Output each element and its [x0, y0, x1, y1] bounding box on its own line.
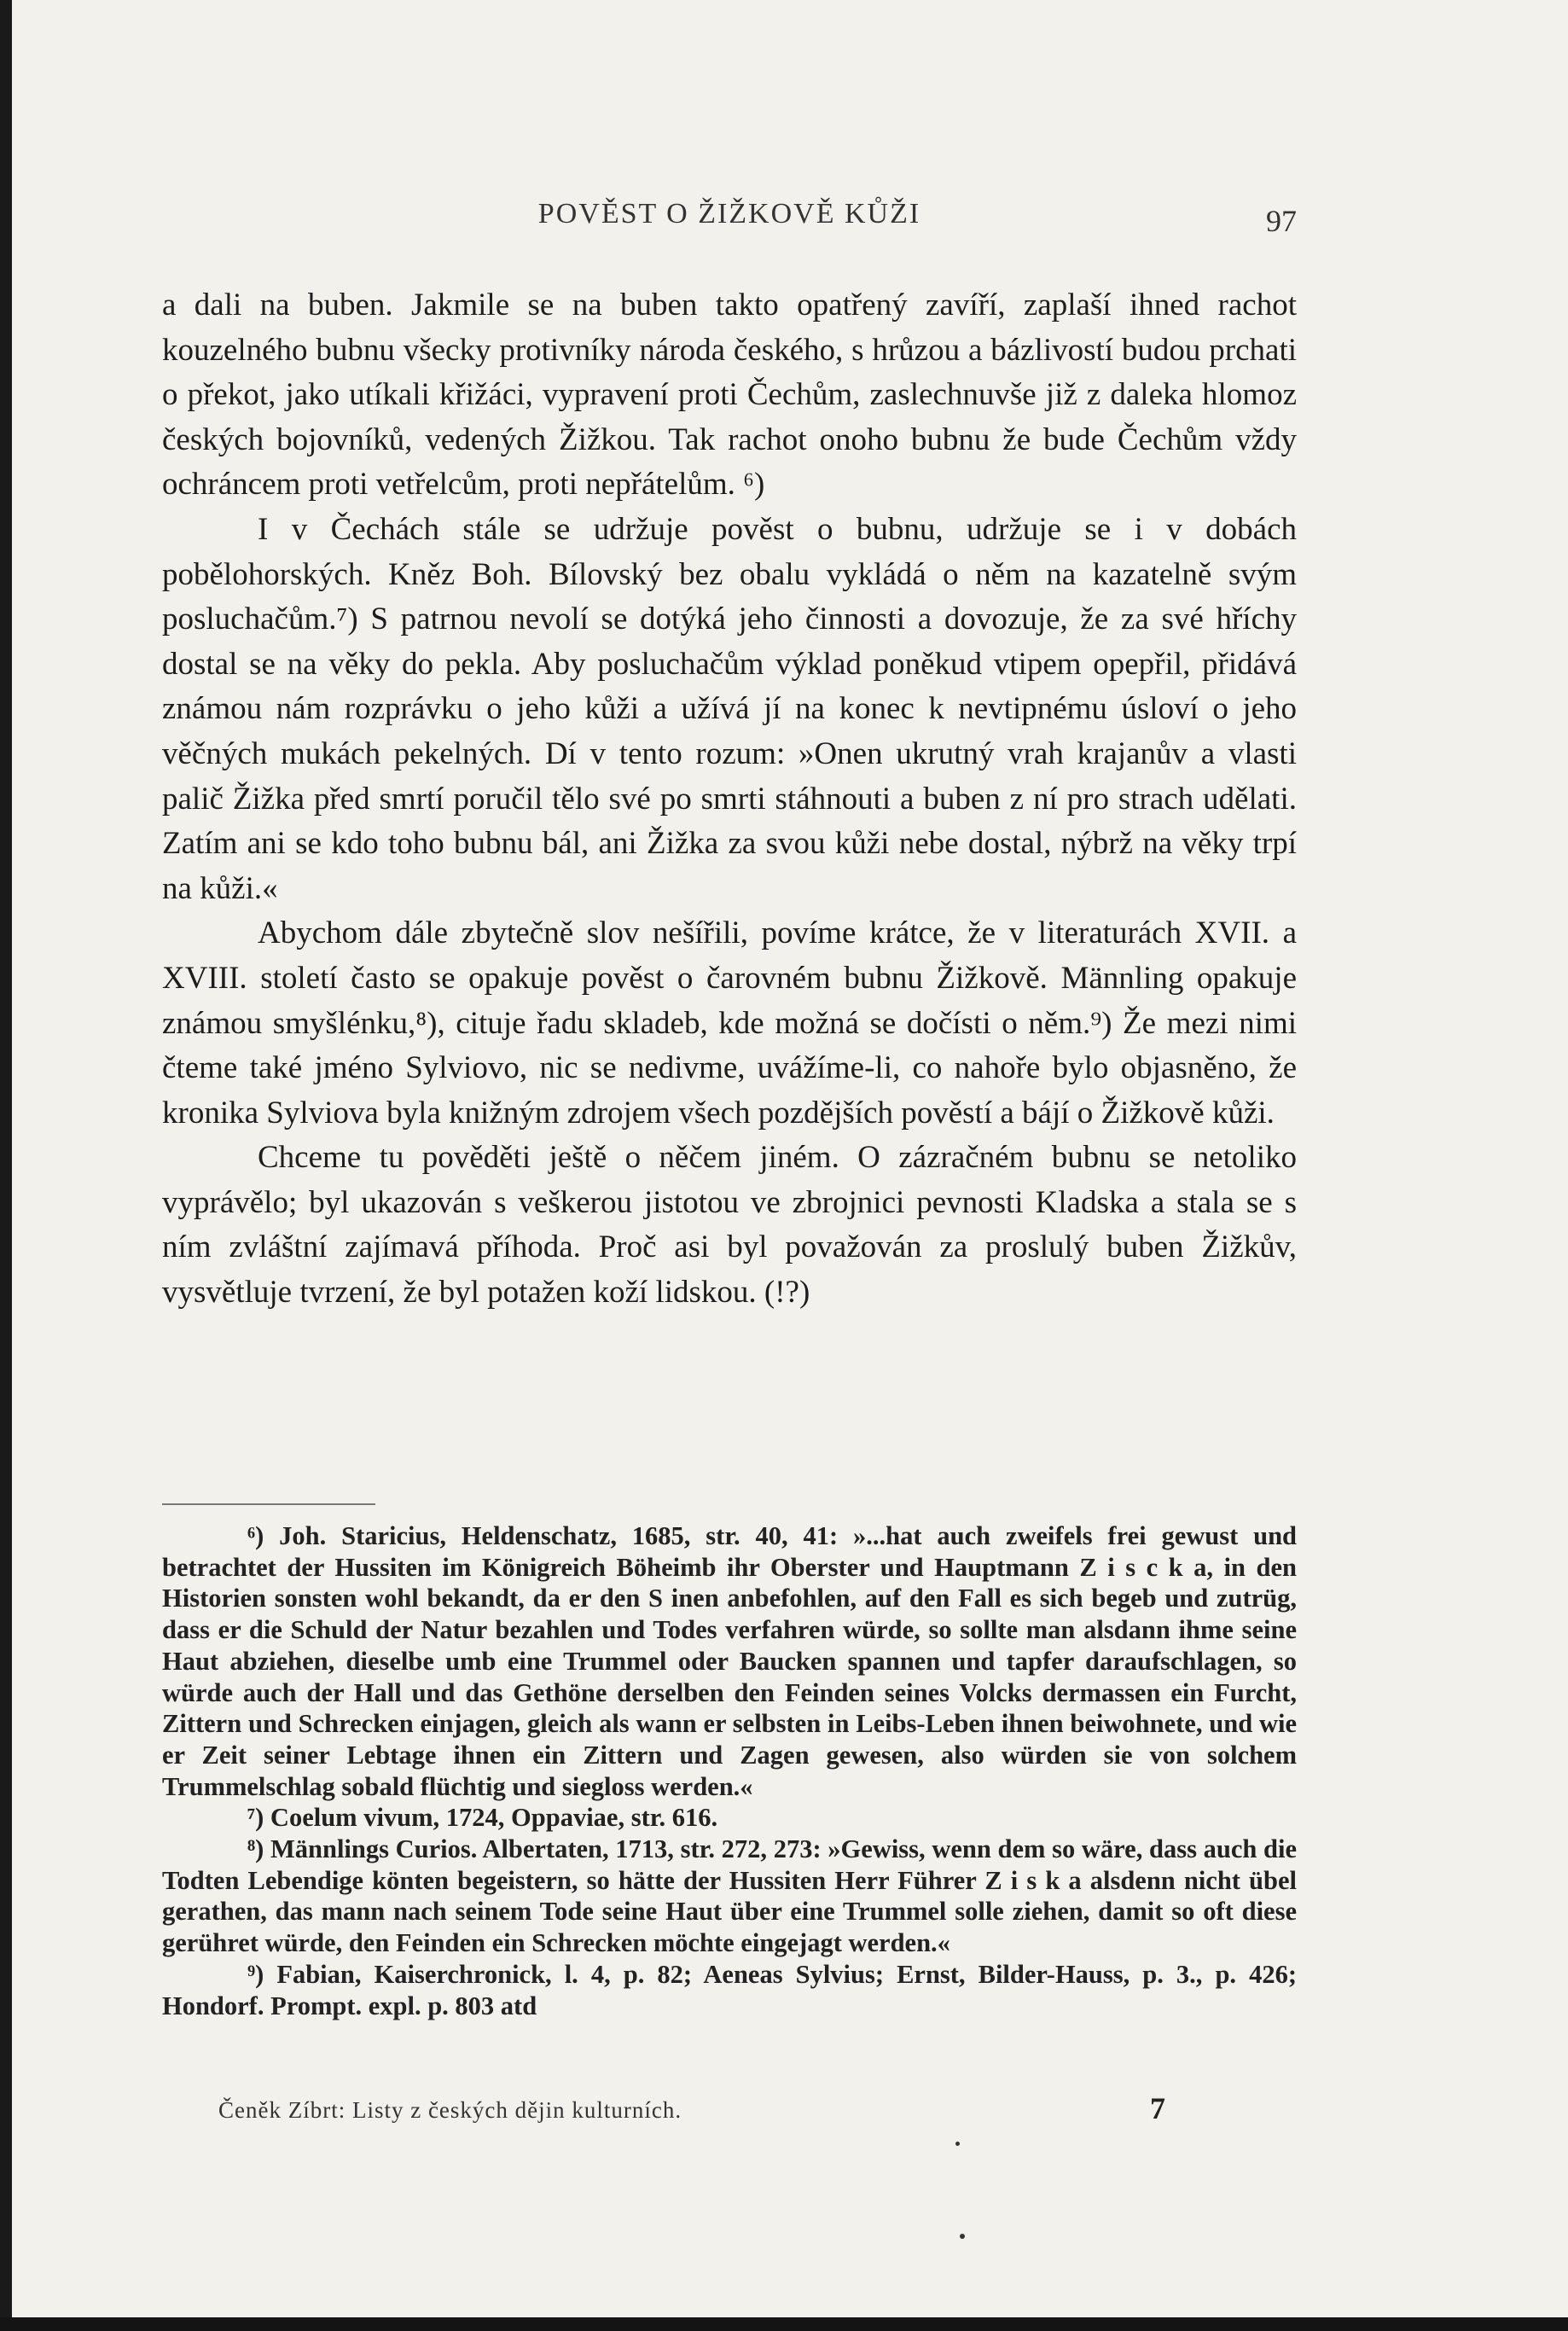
paragraph: a dali na buben. Jakmile se na buben takto opatřený zavíří, zaplaší ihned rachot kouzelného bubnu všecky protivníky národa českého, s hrůzou a bázlivostí budou prchati o překot, jako utíkali křižáci, vypravení proti Čechům, zaslechnuvše již z daleka hlomoz českých bojovníků, vedených Žižkou. Tak rachot onoho bubnu že bude Čechům vždy ochráncem proti vetřelcům, proti nepřátelům. ⁶) — [162, 288, 1297, 503]
page-number: 97 — [1266, 204, 1297, 238]
signature-mark: 7 — [1150, 2091, 1165, 2125]
scan-speck — [955, 2142, 960, 2146]
scan-border-bottom — [0, 2317, 1568, 2331]
footnote-divider — [162, 1503, 375, 1505]
paragraph: I v Čechách stále se udržuje pověst o bubnu, udržuje se i v dobách pobělohorských. Kněz Boh. Bílovský bez obalu vykládá o něm na kazatelně svým posluchačům.⁷) S patrnou nevolí se dotýká jeho činnosti a dovozuje, že za své hříchy dostal se na věky do pekla. Aby posluchačům výklad poněkud vtipem opepřil, přidává známou nám rozprávku o jeho kůži a užívá jí na konec k nevtipnému úsloví o jeho věčných mukách pekelných. Dí v tento rozum: »Onen ukrutný vrah krajanův a vlasti palič Žižka před smrtí poručil tělo své po smrti stáhnouti a buben z ní pro strach udělati. Zatím ani se kdo toho bubnu bál, ani Žižka za svou kůži nebe dostal, nýbrž na věky trpí na kůži.« — [162, 511, 1297, 906]
main-text — [162, 283, 1297, 1316]
page-header — [162, 198, 1297, 249]
footnote: ⁷) Coelum vivum, 1724, Oppaviae, str. 616. — [247, 1803, 718, 1833]
footnote: ⁸) Männlings Curios. Albertaten, 1713, str. 272, 273: »Gewiss, wenn dem so wäre, dass auch die Todten Lebendige könten begeistern, so hätte der Hussiten Herr Führer Z i s k a alsdenn nicht übel gerathen, das mann nach seinem Tode seine Haut über eine Trummel solle ziehen, damit so oft diese gerühret würde, den Feinden ein Schrecken möchte eingejagt werden.« — [162, 1834, 1297, 1958]
scan-speck — [960, 2234, 965, 2239]
running-title: POVĚST O ŽIŽKOVĚ KŮŽI — [537, 198, 921, 230]
page-footer — [218, 2090, 1165, 2133]
footnote: ⁹) Fabian, Kaiserchronick, l. 4, p. 82; Aeneas Sylvius; Ernst, Bilder-Hauss, p. 3., p. 426; Hondorf. Prompt. expl. p. 803 atd — [162, 1959, 1297, 2020]
footnotes — [162, 1520, 1297, 2021]
footer-author-line: Čeněk Zíbrt: Listy z českých dějin kulturních. — [218, 2097, 682, 2123]
paragraph: Chceme tu pověděti ještě o něčem jiném. O zázračném bubnu se netoliko vyprávělo; byl ukazován s veškerou jistotou ve zbrojnici pevnosti Kladska a stala se s ním zvláštní zajímavá příhoda. Proč asi byl považován za proslulý buben Žižkův, vysvětluje tvrzení, že byl potažen koží lidskou. (!?) — [162, 1140, 1297, 1311]
scan-border-left — [0, 0, 12, 2331]
paragraph: Abychom dále zbytečně slov nešířili, povíme krátce, že v literaturách XVII. a XVIII. století často se opakuje pověst o čarovném bubnu Žižkově. Männling opakuje známou smyšlénku,⁸), cituje řadu skladeb, kde možná se dočísti o něm.⁹) Že mezi nimi čteme také jméno Sylviovo, nic se nedivme, uvážíme-li, co nahoře bylo objasněno, že kronika Sylviova byla knižným zdrojem všech pozdějších pověstí a bájí o Žižkově kůži. — [162, 916, 1297, 1131]
footnote: ⁶) Joh. Staricius, Heldenschatz, 1685, str. 40, 41: »...hat auch zweifels frei gewust und betrachtet der Hussiten im Königreich Böheimb ihr Oberster und Hauptmann Z i s c k a, in den Historien sonsten wohl bekandt, da er den S inen anbefohlen, auf den Fall es sich begeb und zutrüg, dass er die Schuld der Natur bezahlen und Todes verfahren würde, so sollte man alsdann ihme seine Haut abziehen, dieselbe umb eine Trummel oder Baucken spannen und tapfer daraufschlagen, so würde auch der Hall und das Gethöne derselben den Feinden seines Volcks dermassen ein Furcht, Zittern und Schrecken einjagen, gleich als wann er selbsten in Leibs-Leben ihnen beiwohnete, und wie er Zeit seiner Lebtage ihnen ein Zittern und Zagen gewesen, also würden sie von solchem Trummelschlag sobald flüchtig und siegloss werden.« — [162, 1521, 1297, 1801]
